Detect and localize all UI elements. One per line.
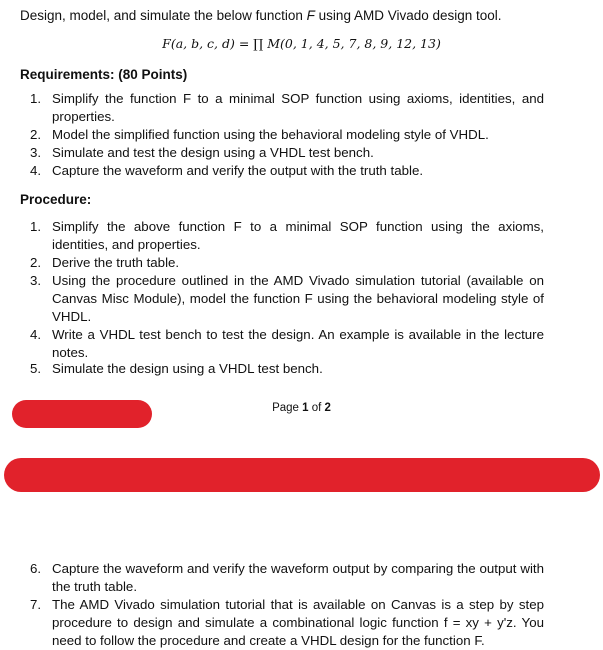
requirements-heading: Requirements: (80 Points) xyxy=(20,67,188,82)
list-item: 5. Simulate the design using a VHDL test bench. xyxy=(30,361,323,376)
list-item: 3. Simulate and test the design using a VHDL test bench. xyxy=(30,145,374,160)
procedure-heading: Procedure: xyxy=(20,192,92,207)
intro-text: Design, model, and simulate the below function F using AMD Vivado design tool. xyxy=(20,8,502,23)
list-item: 2. Model the simplified function using the behavioral modeling style of VHDL. xyxy=(30,127,489,142)
list-item: 1. Simplify the above function F to a minimal SOP function using the axioms, identities, and properties. xyxy=(30,219,544,252)
page-number: Page 1 of 2 xyxy=(272,402,331,414)
list-item: 4. Write a VHDL test bench to test the design. An example is available in the lecture notes. xyxy=(30,327,544,360)
function-formula: F(a, b, c, d) = ∏ M(0, 1, 4, 5, 7, 8, 9, 12, 13) xyxy=(162,36,441,51)
list-item: 7. The AMD Vivado simulation tutorial that is available on Canvas is a step by step procedure to design and simulate a combinational logic function f = xy + y'z. You need to follow the procedure and create a VHDL design for the function F. xyxy=(30,597,544,648)
list-item: 4. Capture the waveform and verify the output with the truth table. xyxy=(30,163,424,178)
list-item: 3. Using the procedure outlined in the AMD Vivado simulation tutorial (available on Canvas Misc Module), model the function F using the behavioral modeling style of VHDL. xyxy=(30,273,544,324)
list-item: 1. Simplify the function F to a minimal SOP function using axioms, identities, and properties. xyxy=(30,91,544,124)
redaction-bar xyxy=(4,458,600,492)
list-item: 6. Capture the waveform and verify the waveform output by comparing the output with the truth table. xyxy=(30,561,544,594)
list-item: 2. Derive the truth table. xyxy=(30,255,180,270)
